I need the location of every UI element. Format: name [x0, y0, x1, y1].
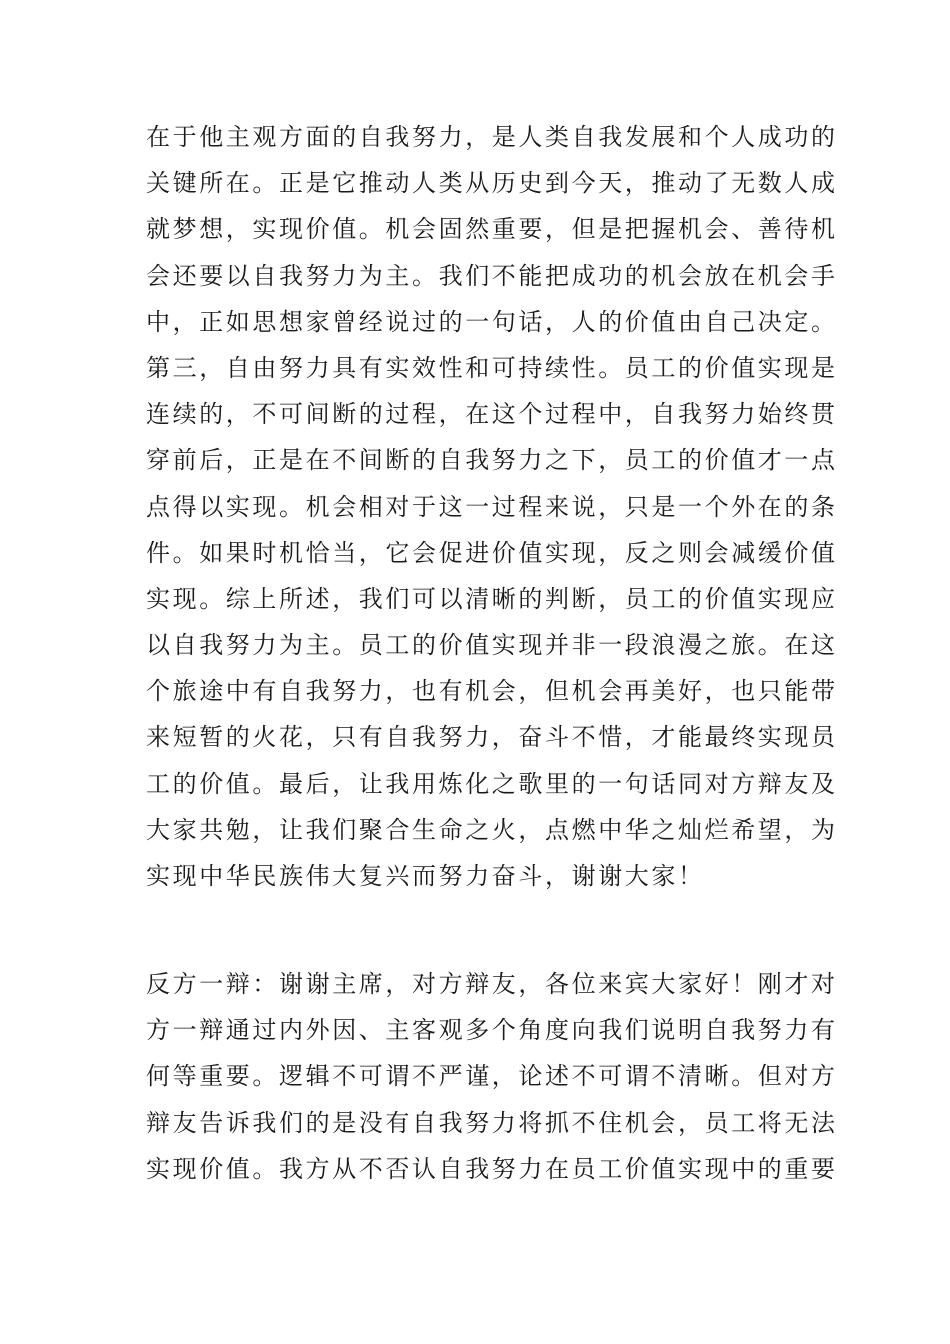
text-line: 在于他主观方面的自我努力，是人类自我发展和个人成功的: [146, 123, 838, 151]
text-line: 方一辩通过内外因、主客观多个角度向我们说明自我努力有: [146, 1016, 838, 1045]
text-line: 连续的，不可间断的过程，在这个过程中，自我努力始终贯: [146, 400, 838, 429]
text-line: 实现。综上所述，我们可以清晰的判断，员工的价值实现应: [146, 584, 838, 613]
text-line: 关键所在。正是它推动人类从历史到今天，推动了无数人成: [146, 169, 838, 198]
text-line: 个旅途中有自我努力，也有机会，但机会再美好，也只能带: [146, 677, 838, 706]
paragraph-affirmative-closing: [146, 114, 838, 899]
text-line: 工的价值。最后，让我用炼化之歌里的一句话同对方辩友及: [146, 769, 838, 798]
text-line: 实现价值。我方从不否认自我努力在员工价值实现中的重要: [146, 1154, 838, 1183]
text-line: 会还要以自我努力为主。我们不能把成功的机会放在机会手: [146, 261, 838, 290]
text-line: 辩友告诉我们的是没有自我努力将抓不住机会，员工将无法: [146, 1108, 838, 1137]
text-line: 来短暂的火花，只有自我努力，奋斗不惜，才能最终实现员: [146, 723, 838, 752]
text-line: 穿前后，正是在不间断的自我努力之下，员工的价值才一点: [146, 446, 838, 475]
text-line: 反方一辩：谢谢主席，对方辩友，各位来宾大家好！刚才对: [146, 970, 838, 998]
text-line: 第三，自由努力具有实效性和可持续性。员工的价值实现是: [146, 353, 838, 382]
text-line: 件。如果时机恰当，它会促进价值实现，反之则会减缓价值: [146, 538, 838, 567]
text-line: 中，正如思想家曾经说过的一句话，人的价值由自己决定。: [146, 307, 838, 336]
text-line: 何等重要。逻辑不可谓不严谨，论述不可谓不清晰。但对方: [146, 1062, 838, 1091]
paragraph-negative-first-debater: [146, 961, 838, 1192]
text-line: 就梦想，实现价值。机会固然重要，但是把握机会、善待机: [146, 215, 838, 244]
text-line: 点得以实现。机会相对于这一过程来说，只是一个外在的条: [146, 492, 838, 521]
text-line: 实现中华民族伟大复兴而努力奋斗，谢谢大家！: [146, 862, 705, 890]
text-line: 大家共勉，让我们聚合生命之火，点燃中华之灿烂希望，为: [146, 815, 838, 844]
text-line: 以自我努力为主。员工的价值实现并非一段浪漫之旅。在这: [146, 631, 838, 660]
